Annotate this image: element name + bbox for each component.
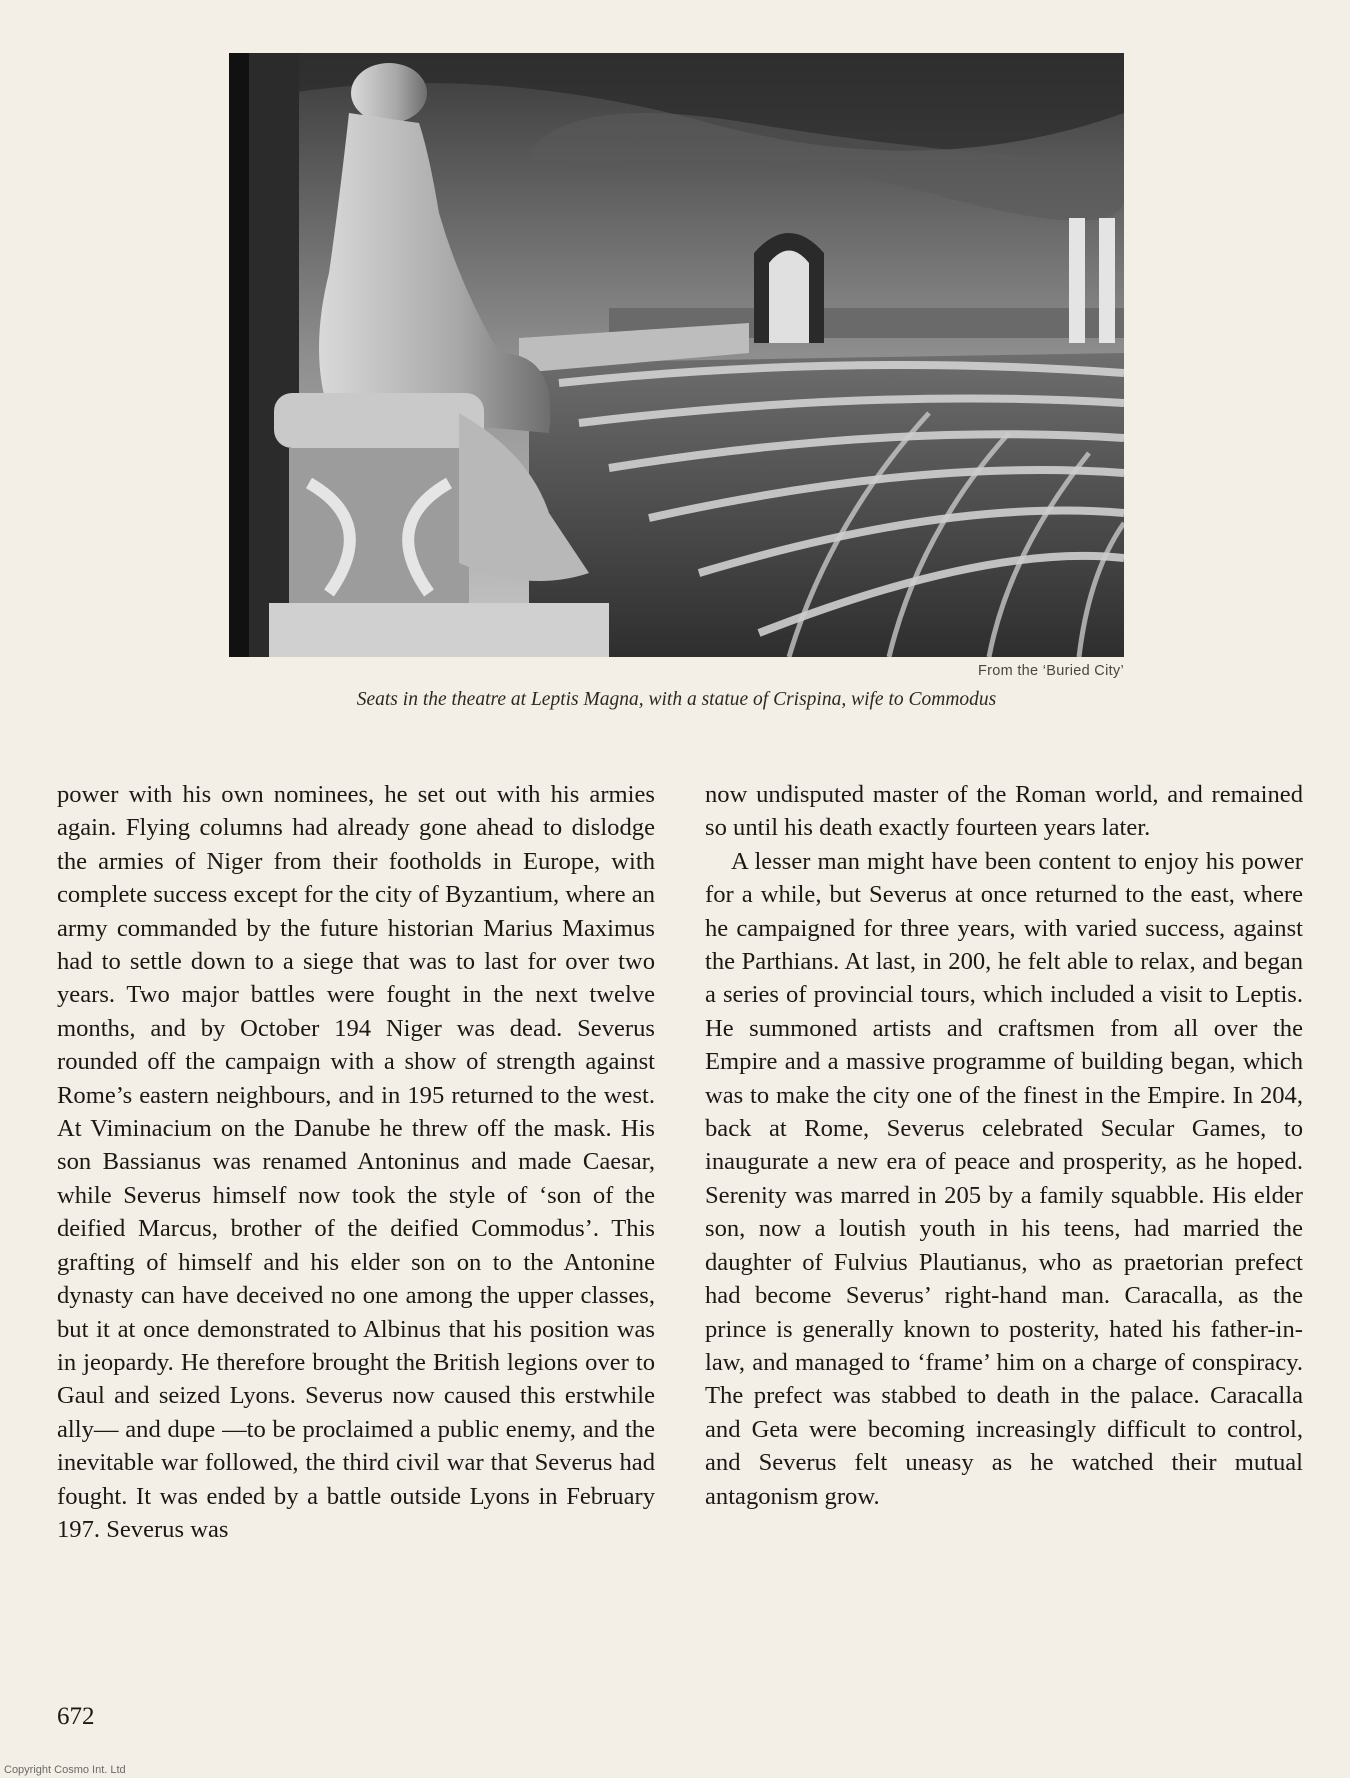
- right-column: [705, 778, 1303, 1513]
- left-column: [57, 778, 655, 1546]
- body-paragraph: now undisputed master of the Roman world, and remained so until his death exactly fourteen years later.: [705, 781, 1303, 842]
- page-number: 672: [57, 1703, 95, 1730]
- photo-illustration: [229, 53, 1124, 657]
- theatre-photo: [229, 53, 1124, 657]
- figure-caption: Seats in the theatre at Leptis Magna, with a statue of Crispina, wife to Commodus: [356, 689, 997, 710]
- body-paragraph: power with his own nominees, he set out with his armies again. Flying columns had already gone ahead to dislodge the armies of Niger from their footholds in Europe, with complete success except for the city of Byzantium, where an army commanded by the future historian Marius Maximus had to settle down to a siege that was to last for over two years. Two major battles were fought in the next twelve months, and by October 194 Niger was dead. Severus rounded off the campaign with a show of strength against Rome’s eastern neighbours, and in 195 returned to the west. At Viminacium on the Danube he threw off the mask. His son Bassianus was renamed Antoninus and made Caesar, while Severus himself now took the style of ‘son of the deified Marcus, brother of the deified Commodus’. This grafting of himself and his elder son on to the Antonine dynasty can have deceived no one among the upper classes, but it at once demonstrated to Albinus that his position was in jeopardy. He therefore brought the British legions over to Gaul and seized Lyons. Severus now caused this erstwhile ally— and dupe —to be proclaimed a public enemy, and the inevitable war followed, the third civil war that Severus had fought. It was ended by a battle outside Lyons in February 197. Severus was: [57, 781, 655, 1543]
- body-paragraph: A lesser man might have been content to enjoy his power for a while, but Severus at once returned to the east, where he campaigned for three years, with varied success, against the Parthians. At last, in 200, he felt able to relax, and began a series of provincial tours, which included a visit to Leptis. He summoned artists and craftsmen from all over the Empire and a massive programme of building began, which was to make the city one of the finest in the Empire. In 204, back at Rome, Severus celebrated Secular Games, to inaugurate a new era of peace and prosperity, as he hoped. Serenity was marred in 205 by a family squabble. His elder son, now a loutish youth in his teens, had married the daughter of Fulvius Plautianus, who as praetorian prefect had become Severus’ right-hand man. Caracalla, as the prince is generally known to posterity, hated his father-in-law, and managed to ‘frame’ him on a charge of conspiracy. The prefect was stabbed to death in the palace. Caracalla and Geta were becoming increasingly difficult to control, and Severus felt uneasy as he watched their mutual antagonism grow.: [705, 847, 1303, 1510]
- copyright-watermark: Copyright Cosmo Int. Ltd: [4, 1764, 126, 1776]
- photo-credit: From the ‘Buried City’: [978, 663, 1124, 679]
